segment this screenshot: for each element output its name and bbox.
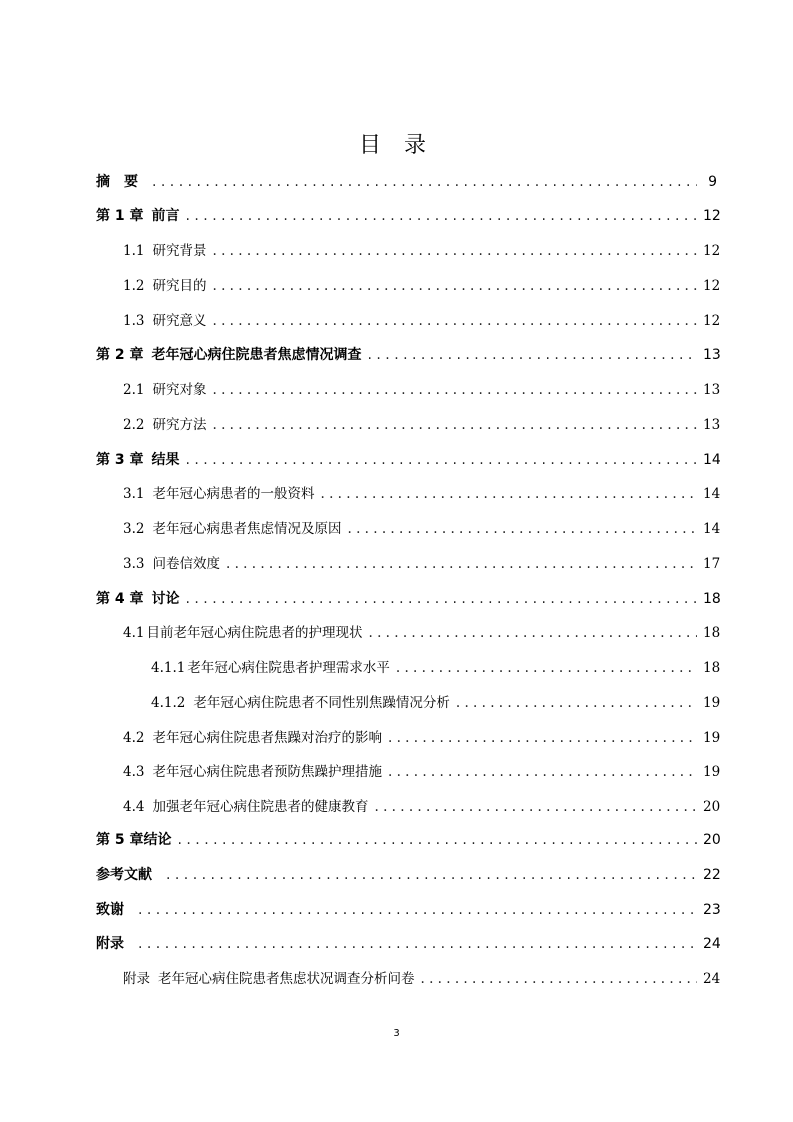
toc-entry-page: 14 [703, 452, 721, 468]
toc-entry-number: 4.1.1 [151, 660, 186, 676]
toc-entry-2-2[interactable] [123, 414, 721, 436]
toc-entry-page: 18 [703, 660, 721, 676]
toc-entry-page: 18 [703, 591, 721, 607]
toc-entry-number: 4.1.2 [151, 695, 186, 711]
dot-leader [212, 379, 697, 401]
toc-entry-4-4[interactable] [123, 796, 721, 818]
toc-entry-3-3[interactable] [123, 553, 721, 575]
toc-entry-4-1-2[interactable] [151, 692, 721, 714]
toc-entry-page: 17 [703, 556, 721, 572]
dot-leader [368, 622, 697, 644]
toc-entry-label: 研究背景 [152, 243, 207, 259]
toc-entry-label: 老年冠心病住院患者不同性别焦躁情况分析 [193, 695, 450, 711]
dot-leader [368, 344, 698, 366]
dot-leader [166, 864, 697, 886]
toc-entry-number: 2.1 [123, 382, 145, 398]
toc-entry-label: 研究目的 [152, 278, 207, 294]
dot-leader [212, 310, 697, 332]
toc-entry-page: 23 [703, 902, 721, 918]
toc-entry-number: 第 3 章 [96, 452, 144, 468]
toc-entry-page: 19 [703, 730, 721, 746]
dot-leader [320, 483, 697, 505]
toc-entry-1-2[interactable] [123, 275, 721, 297]
dot-leader [374, 796, 697, 818]
toc-entry-number: 4.1 [123, 625, 145, 641]
toc-entry-label: 老年冠心病患者的一般资料 [152, 486, 315, 502]
toc-entry-number: 第 1 章 [96, 208, 144, 224]
dot-leader [421, 968, 698, 990]
toc-entry-page: 12 [703, 278, 721, 294]
dot-leader [212, 414, 697, 436]
toc-entry-4-2[interactable] [123, 727, 721, 749]
toc-entry-page: 12 [703, 243, 721, 259]
toc-entry-number: 4.2 [123, 730, 145, 746]
dot-leader [212, 275, 697, 297]
dot-leader [178, 829, 698, 851]
toc-entry-number: 3.2 [123, 521, 145, 537]
toc-entry-number: 附录 [123, 971, 150, 987]
dot-leader [186, 588, 698, 610]
toc-entry-label: 老年冠心病住院患者焦虑状况调查分析问卷 [158, 971, 415, 987]
toc-entry-page: 22 [703, 867, 721, 883]
toc-entry-3-2[interactable] [123, 518, 721, 540]
toc-entry-label: 老年冠心病住院患者预防焦躁护理措施 [152, 764, 382, 780]
toc-entry-page: 19 [703, 764, 721, 780]
toc-entry-label: 结论 [143, 832, 172, 848]
page-title: 目 录 [359, 133, 434, 158]
dot-leader [388, 761, 697, 783]
toc-entry-acknowledgements[interactable] [96, 899, 721, 921]
toc-entry-page: 13 [703, 382, 721, 398]
dot-leader [226, 553, 697, 575]
toc-entry-page: 14 [703, 521, 721, 537]
toc-entry-page: 20 [703, 799, 721, 815]
toc-entry-page: 14 [703, 486, 721, 502]
toc-entry-chapter-2[interactable] [96, 344, 721, 366]
toc-entry-number: 4.4 [123, 799, 145, 815]
dot-leader [152, 171, 697, 193]
toc-entry-number: 3.1 [123, 486, 145, 502]
toc-entry-number: 致谢 [96, 902, 124, 918]
toc-entry-number: 第 5 章 [96, 832, 144, 848]
toc-entry-label: 目前老年冠心病住院患者的护理现状 [146, 625, 363, 641]
toc-entry-appendix-questionnaire[interactable] [123, 968, 721, 990]
toc-entry-page: 9 [708, 174, 717, 190]
toc-entry-page: 18 [703, 625, 721, 641]
dot-leader [212, 240, 697, 262]
toc-entry-4-3[interactable] [123, 761, 721, 783]
toc-entry-label: 老年冠心病患者焦虑情况及原因 [152, 521, 342, 537]
dot-leader [456, 692, 697, 714]
toc-entry-chapter-1[interactable] [96, 205, 721, 227]
toc-entry-references[interactable] [96, 864, 721, 886]
toc-entry-label: 结果 [151, 452, 180, 468]
toc-entry-number: 参考文献 [96, 867, 152, 883]
dot-leader [138, 899, 697, 921]
toc-entry-page: 19 [703, 695, 721, 711]
toc-entry-label: 研究意义 [152, 313, 207, 329]
toc-entry-label: 研究对象 [152, 382, 207, 398]
toc-entry-label: 加强老年冠心病住院患者的健康教育 [152, 799, 369, 815]
toc-entry-chapter-4[interactable] [96, 588, 721, 610]
toc-entry-abstract[interactable] [96, 171, 717, 193]
toc-entry-label: 研究方法 [152, 417, 207, 433]
toc-entry-number: 第 2 章 [96, 347, 144, 363]
toc-entry-label: 老年冠心病住院患者护理需求水平 [187, 660, 390, 676]
toc-entry-page: 12 [703, 208, 721, 224]
toc-entry-1-3[interactable] [123, 310, 721, 332]
toc-entry-label: 前言 [151, 208, 180, 224]
toc-entry-number: 1.3 [123, 313, 145, 329]
dot-leader [388, 727, 697, 749]
toc-entry-number: 2.2 [123, 417, 145, 433]
toc-entry-page: 24 [703, 971, 721, 987]
page-number: 3 [393, 1028, 400, 1039]
toc-entry-page: 12 [703, 313, 721, 329]
toc-entry-number: 1.2 [123, 278, 145, 294]
toc-entry-1-1[interactable] [123, 240, 721, 262]
toc-entry-2-1[interactable] [123, 379, 721, 401]
toc-entry-number: 第 4 章 [96, 591, 144, 607]
dot-leader [138, 933, 697, 955]
toc-entry-label: 老年冠心病住院患者焦虑情况调查 [151, 347, 362, 363]
toc-entry-number: 3.3 [123, 556, 145, 572]
dot-leader [396, 657, 697, 679]
toc-entry-chapter-5[interactable] [96, 829, 721, 851]
toc-entry-label: 老年冠心病住院患者焦躁对治疗的影响 [152, 730, 382, 746]
toc-entry-number: 附录 [96, 936, 124, 952]
toc-entry-number: 1.1 [123, 243, 145, 259]
toc-entry-page: 13 [703, 347, 721, 363]
toc-entry-label: 讨论 [151, 591, 180, 607]
toc-entry-4-1[interactable] [123, 622, 721, 644]
dot-leader [347, 518, 697, 540]
toc-entry-page: 24 [703, 936, 721, 952]
toc-entry-number: 4.3 [123, 764, 145, 780]
dot-leader [186, 205, 698, 227]
dot-leader [186, 449, 698, 471]
toc-entry-label: 问卷信效度 [152, 556, 220, 572]
toc-entry-number: 摘 要 [96, 174, 138, 190]
toc-entry-appendix[interactable] [96, 933, 721, 955]
toc-entry-3-1[interactable] [123, 483, 721, 505]
toc-entry-chapter-3[interactable] [96, 449, 721, 471]
toc-entry-page: 13 [703, 417, 721, 433]
toc-entry-page: 20 [703, 832, 721, 848]
toc-entry-4-1-1[interactable] [151, 657, 721, 679]
